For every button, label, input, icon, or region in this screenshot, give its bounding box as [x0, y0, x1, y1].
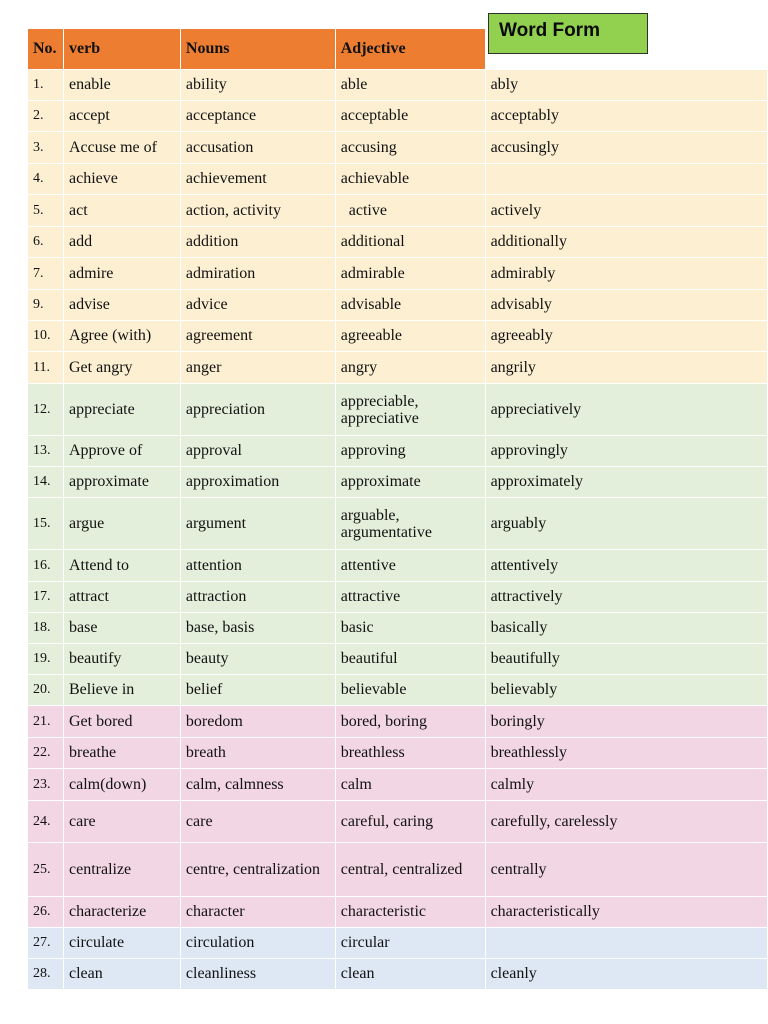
- cell-number: 15.: [28, 498, 64, 550]
- cell-verb: Believe in: [63, 675, 180, 706]
- cell-verb: care: [63, 801, 180, 843]
- cell-adjective: breathless: [335, 738, 485, 769]
- cell-adjective: approximate: [335, 467, 485, 498]
- cell-adjective: central, centralized: [335, 843, 485, 897]
- table-row: [28, 164, 768, 195]
- table-row: [28, 467, 768, 498]
- cell-number: 26.: [28, 897, 64, 928]
- cell-number: 9.: [28, 290, 64, 321]
- table-row: [28, 897, 768, 928]
- table-row: [28, 132, 768, 164]
- cell-number: 16.: [28, 550, 64, 582]
- cell-number: 13.: [28, 436, 64, 467]
- cell-adverb: basically: [485, 613, 767, 644]
- cell-adjective: approving: [335, 436, 485, 467]
- cell-adverb: attentively: [485, 550, 767, 582]
- cell-adjective: angry: [335, 352, 485, 384]
- cell-number: 17.: [28, 582, 64, 613]
- cell-noun: character: [180, 897, 335, 928]
- cell-adverb: believably: [485, 675, 767, 706]
- cell-adverb: advisably: [485, 290, 767, 321]
- table-row: [28, 227, 768, 258]
- cell-adjective: accusing: [335, 132, 485, 164]
- cell-noun: belief: [180, 675, 335, 706]
- cell-noun: approximation: [180, 467, 335, 498]
- table-row: [28, 582, 768, 613]
- cell-noun: cleanliness: [180, 959, 335, 990]
- cell-adverb: arguably: [485, 498, 767, 550]
- table-row: [28, 258, 768, 290]
- table-row: [28, 498, 768, 550]
- cell-number: 24.: [28, 801, 64, 843]
- table-row: [28, 843, 768, 897]
- header-row: [28, 29, 768, 70]
- cell-adverb: additionally: [485, 227, 767, 258]
- cell-adverb: breathlessly: [485, 738, 767, 769]
- cell-verb: centralize: [63, 843, 180, 897]
- cell-noun: accusation: [180, 132, 335, 164]
- cell-verb: add: [63, 227, 180, 258]
- cell-adjective: bored, boring: [335, 706, 485, 738]
- cell-number: 4.: [28, 164, 64, 195]
- cell-verb: argue: [63, 498, 180, 550]
- cell-noun: approval: [180, 436, 335, 467]
- table-row: [28, 384, 768, 436]
- cell-number: 12.: [28, 384, 64, 436]
- table-row: [28, 101, 768, 132]
- table-row: [28, 321, 768, 352]
- cell-verb: Get bored: [63, 706, 180, 738]
- cell-number: 11.: [28, 352, 64, 384]
- table-row: [28, 70, 768, 101]
- cell-adjective: calm: [335, 769, 485, 801]
- cell-verb: admire: [63, 258, 180, 290]
- cell-verb: Attend to: [63, 550, 180, 582]
- cell-adverb: angrily: [485, 352, 767, 384]
- cell-adverb: approximately: [485, 467, 767, 498]
- cell-adjective: additional: [335, 227, 485, 258]
- cell-adverb: agreeably: [485, 321, 767, 352]
- cell-verb: circulate: [63, 928, 180, 959]
- table-row: [28, 738, 768, 769]
- cell-verb: Approve of: [63, 436, 180, 467]
- cell-noun: calm, calmness: [180, 769, 335, 801]
- cell-number: 23.: [28, 769, 64, 801]
- header-no: No.: [28, 29, 64, 70]
- cell-adverb: [485, 928, 767, 959]
- cell-number: 5.: [28, 195, 64, 227]
- cell-verb: approximate: [63, 467, 180, 498]
- cell-noun: attraction: [180, 582, 335, 613]
- cell-noun: admiration: [180, 258, 335, 290]
- cell-adjective: attractive: [335, 582, 485, 613]
- cell-noun: action, activity: [180, 195, 335, 227]
- cell-number: 18.: [28, 613, 64, 644]
- cell-noun: centre, centralization: [180, 843, 335, 897]
- table-row: [28, 613, 768, 644]
- cell-adverb: cleanly: [485, 959, 767, 990]
- table-row: [28, 928, 768, 959]
- cell-adverb: actively: [485, 195, 767, 227]
- cell-number: 2.: [28, 101, 64, 132]
- cell-verb: Agree (with): [63, 321, 180, 352]
- cell-adjective: attentive: [335, 550, 485, 582]
- cell-adjective: appreciable, appreciative: [335, 384, 485, 436]
- cell-noun: anger: [180, 352, 335, 384]
- cell-verb: beautify: [63, 644, 180, 675]
- cell-adverb: calmly: [485, 769, 767, 801]
- cell-adverb: ably: [485, 70, 767, 101]
- cell-adjective: active: [335, 195, 485, 227]
- cell-adjective: acceptable: [335, 101, 485, 132]
- table-row: [28, 675, 768, 706]
- cell-verb: characterize: [63, 897, 180, 928]
- table-row: [28, 801, 768, 843]
- header-verb: verb: [63, 29, 180, 70]
- cell-adverb: [485, 164, 767, 195]
- cell-noun: appreciation: [180, 384, 335, 436]
- table-row: [28, 706, 768, 738]
- cell-noun: attention: [180, 550, 335, 582]
- cell-verb: Get angry: [63, 352, 180, 384]
- cell-verb: achieve: [63, 164, 180, 195]
- cell-verb: breathe: [63, 738, 180, 769]
- word-form-table: [27, 28, 768, 990]
- cell-noun: breath: [180, 738, 335, 769]
- cell-adjective: advisable: [335, 290, 485, 321]
- cell-noun: beauty: [180, 644, 335, 675]
- cell-number: 19.: [28, 644, 64, 675]
- cell-noun: achievement: [180, 164, 335, 195]
- cell-adverb: attractively: [485, 582, 767, 613]
- cell-noun: argument: [180, 498, 335, 550]
- header-adjective: Adjective: [335, 29, 485, 70]
- cell-adverb: beautifully: [485, 644, 767, 675]
- cell-noun: advice: [180, 290, 335, 321]
- cell-adverb: characteristically: [485, 897, 767, 928]
- cell-verb: appreciate: [63, 384, 180, 436]
- cell-noun: acceptance: [180, 101, 335, 132]
- cell-adjective: arguable, argumentative: [335, 498, 485, 550]
- cell-verb: calm(down): [63, 769, 180, 801]
- cell-verb: act: [63, 195, 180, 227]
- cell-number: 20.: [28, 675, 64, 706]
- cell-verb: enable: [63, 70, 180, 101]
- cell-number: 1.: [28, 70, 64, 101]
- cell-number: 22.: [28, 738, 64, 769]
- cell-number: 25.: [28, 843, 64, 897]
- cell-adjective: characteristic: [335, 897, 485, 928]
- cell-noun: boredom: [180, 706, 335, 738]
- cell-adjective: admirable: [335, 258, 485, 290]
- cell-noun: ability: [180, 70, 335, 101]
- table-row: [28, 644, 768, 675]
- cell-noun: base, basis: [180, 613, 335, 644]
- cell-adjective: able: [335, 70, 485, 101]
- cell-verb: base: [63, 613, 180, 644]
- cell-adjective: believable: [335, 675, 485, 706]
- cell-verb: attract: [63, 582, 180, 613]
- cell-noun: circulation: [180, 928, 335, 959]
- table-row: [28, 959, 768, 990]
- cell-adverb: boringly: [485, 706, 767, 738]
- cell-verb: advise: [63, 290, 180, 321]
- cell-number: 7.: [28, 258, 64, 290]
- cell-adjective: clean: [335, 959, 485, 990]
- cell-noun: addition: [180, 227, 335, 258]
- cell-verb: clean: [63, 959, 180, 990]
- header-nouns: Nouns: [180, 29, 335, 70]
- cell-number: 14.: [28, 467, 64, 498]
- table-row: [28, 550, 768, 582]
- cell-noun: agreement: [180, 321, 335, 352]
- cell-verb: Accuse me of: [63, 132, 180, 164]
- cell-adverb: approvingly: [485, 436, 767, 467]
- cell-number: 3.: [28, 132, 64, 164]
- cell-adjective: careful, caring: [335, 801, 485, 843]
- cell-adjective: circular: [335, 928, 485, 959]
- cell-adverb: appreciatively: [485, 384, 767, 436]
- table-row: [28, 195, 768, 227]
- table-row: [28, 290, 768, 321]
- table-row: [28, 769, 768, 801]
- cell-number: 27.: [28, 928, 64, 959]
- cell-adverb: admirably: [485, 258, 767, 290]
- header-adverb-empty: [485, 29, 767, 70]
- cell-verb: accept: [63, 101, 180, 132]
- table-row: [28, 352, 768, 384]
- cell-number: 21.: [28, 706, 64, 738]
- cell-adverb: accusingly: [485, 132, 767, 164]
- cell-adjective: basic: [335, 613, 485, 644]
- cell-adjective: achievable: [335, 164, 485, 195]
- cell-adverb: carefully, carelessly: [485, 801, 767, 843]
- table-row: [28, 436, 768, 467]
- cell-number: 6.: [28, 227, 64, 258]
- cell-adjective: agreeable: [335, 321, 485, 352]
- cell-adverb: centrally: [485, 843, 767, 897]
- cell-adjective: beautiful: [335, 644, 485, 675]
- cell-number: 10.: [28, 321, 64, 352]
- cell-adverb: acceptably: [485, 101, 767, 132]
- cell-noun: care: [180, 801, 335, 843]
- cell-number: 28.: [28, 959, 64, 990]
- word-form-title: Word Form: [488, 13, 648, 54]
